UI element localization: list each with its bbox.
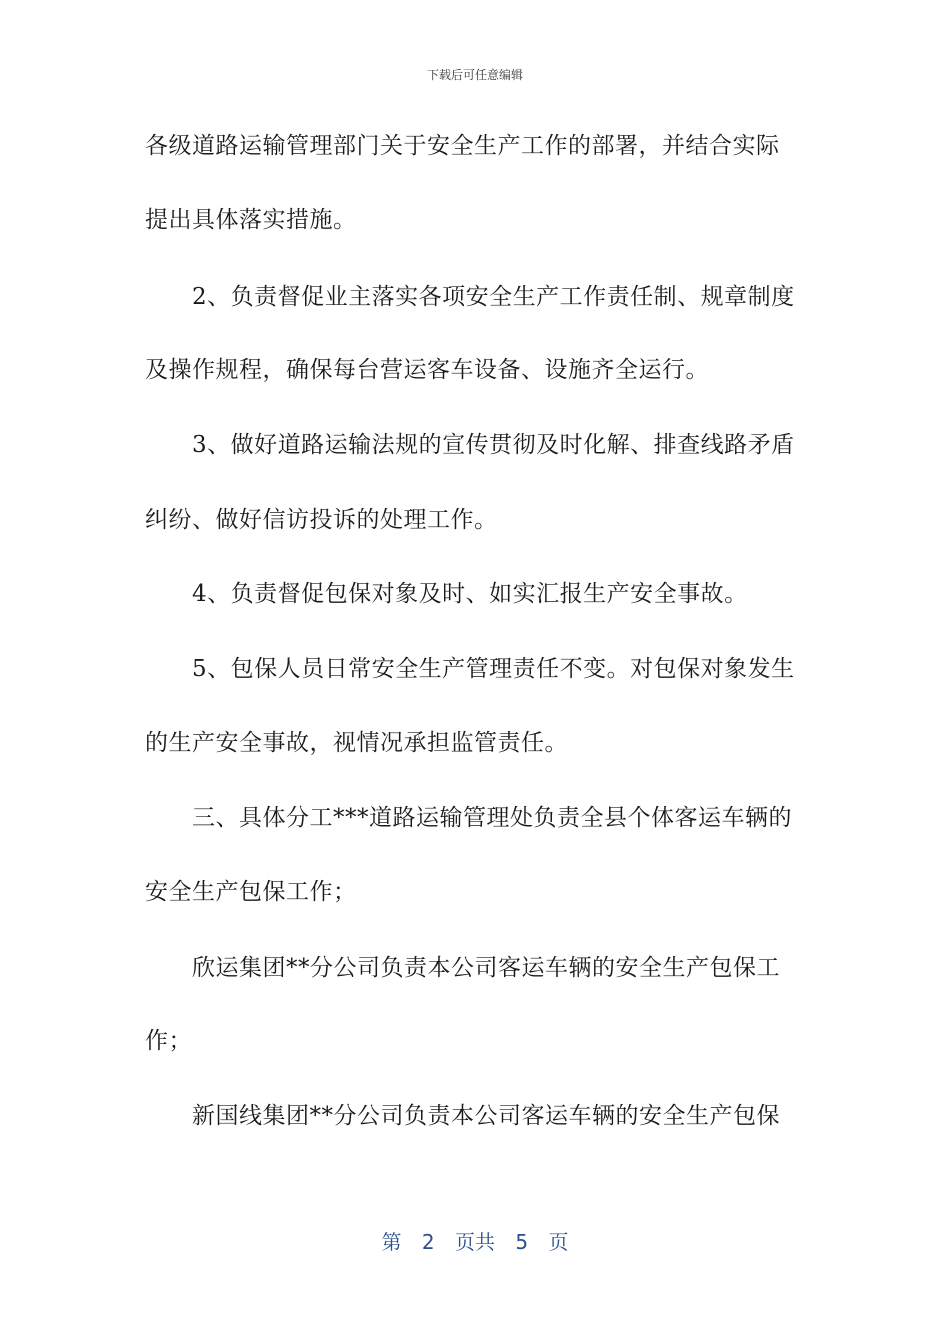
paragraph-line: 2、负责督促业主落实各项安全生产工作责任制、规章制度 bbox=[192, 284, 795, 310]
page-number-footer bbox=[0, 1226, 950, 1255]
paragraph-line: 纠纷、做好信访投诉的处理工作。 bbox=[145, 507, 498, 533]
paragraph-line: 作； bbox=[145, 1028, 192, 1054]
paragraph-line: 三、具体分工***道路运输管理处负责全县个体客运车辆的 bbox=[192, 805, 792, 831]
paragraph-line: 及操作规程，确保每台营运客车设备、设施齐全运行。 bbox=[145, 357, 709, 383]
paragraph-line: 提出具体落实措施。 bbox=[145, 207, 357, 233]
header-note: 下载后可任意编辑 bbox=[426, 68, 523, 82]
paragraph-line: 各级道路运输管理部门关于安全生产工作的部署，并结合实际 bbox=[145, 133, 780, 159]
paragraph-line: 安全生产包保工作； bbox=[145, 879, 357, 905]
page-current: 2 bbox=[421, 1230, 435, 1254]
paragraph-line: 新国线集团**分公司负责本公司客运车辆的安全生产包保 bbox=[192, 1103, 780, 1129]
page-label-prefix: 第 bbox=[381, 1230, 402, 1254]
paragraph-line: 4、负责督促包保对象及时、如实汇报生产安全事故。 bbox=[192, 581, 748, 607]
page-label-suffix: 页 bbox=[548, 1230, 569, 1254]
page-total: 5 bbox=[515, 1230, 529, 1254]
paragraph-line: 欣运集团**分公司负责本公司客运车辆的安全生产包保工 bbox=[192, 955, 780, 981]
paragraph-line: 的生产安全事故，视情况承担监管责任。 bbox=[145, 730, 568, 756]
page-label-mid: 页共 bbox=[455, 1230, 495, 1254]
paragraph-line: 5、包保人员日常安全生产管理责任不变。对包保对象发生 bbox=[192, 656, 795, 682]
paragraph-line: 3、做好道路运输法规的宣传贯彻及时化解、排查线路矛盾 bbox=[192, 432, 795, 458]
